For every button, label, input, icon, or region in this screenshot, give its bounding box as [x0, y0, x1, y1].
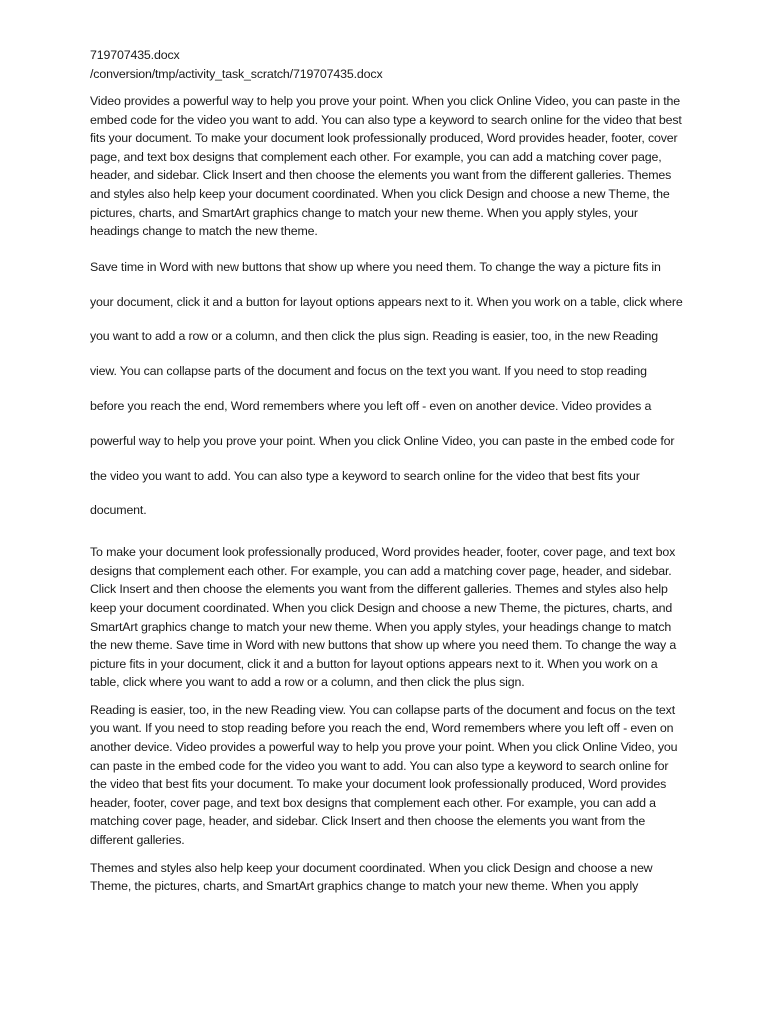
paragraph-5: Themes and styles also help keep your document coordinated. When you click Design and choose a new Theme, the pictures, charts, and SmartArt graphics change to match your new theme. When you apply — [90, 860, 653, 894]
paragraph-4: Reading is easier, too, in the new Reading view. You can collapse parts of the document and focus on the text you want. If you need to stop reading before you reach the end, Word remembers where you left off - even on another device. Video provides a powerful way to help you prove your point. When you click Online Video, you can paste in the embed code for the video you want to add. You can also type a keyword to search online for the video that best fits your document. To make your document look professionally produced, Word provides header, footer, cover page, and text box designs that complement each other. For example, you can add a matching cover page, header, and sidebar. Click Insert and then choose the elements you want from the different galleries. — [90, 702, 678, 848]
document-path: /conversion/tmp/activity_task_scratch/719707435.docx — [90, 66, 383, 81]
document-filename: 719707435.docx — [90, 48, 180, 62]
paragraph-3: To make your document look professionally produced, Word provides header, footer, cover page, and text box designs that complement each other. For example, you can add a matching cover page, header, and sidebar. Click Insert and then choose the elements you want from the different galleries. Themes and styles also help keep your document coordinated. When you click Design and choose a new Theme, the pictures, charts, and SmartArt graphics change to match your new theme. When you apply styles, your headings change to match the new theme. Save time in Word with new buttons that show up where you need them. To change the way a picture fits in your document, click it and a button for layout options appears next to it. When you work on a table, click where you want to add a row or a column, and then click the plus sign. — [90, 545, 677, 690]
paragraph-2: Save time in Word with new buttons that show up where you need them. To change the way a picture fits in your document, click it and a button for layout options appears next to it. When you work on a table, click where you want to add a row or a column, and then click the plus sign. Reading is easier, too, in the new Reading view. You can collapse parts of the document and focus on the text you want. If you need to stop reading before you reach the end, Word remembers where you left off - even on another device. Video provides a powerful way to help you prove your point. When you click Online Video, you can paste in the embed code for the video you want to add. You can also type a keyword to search online for the video that best fits your document. — [90, 259, 683, 518]
document-page — [90, 46, 684, 905]
document-header — [90, 46, 684, 83]
paragraph-1: Video provides a powerful way to help you prove your point. When you click Online Video, you can paste in the embed code for the video you want to add. You can also type a keyword to search online for the video that best fits your document. To make your document look professionally produced, Word provides header, footer, cover page, and text box designs that complement each other. For example, you can add a matching cover page, header, and sidebar. Click Insert and then choose the elements you want from the different galleries. Themes and styles also help keep your document coordinated. When you click Design and choose a new Theme, the pictures, charts, and SmartArt graphics change to match your new theme. When you apply styles, your headings change to match the new theme. — [90, 94, 682, 239]
